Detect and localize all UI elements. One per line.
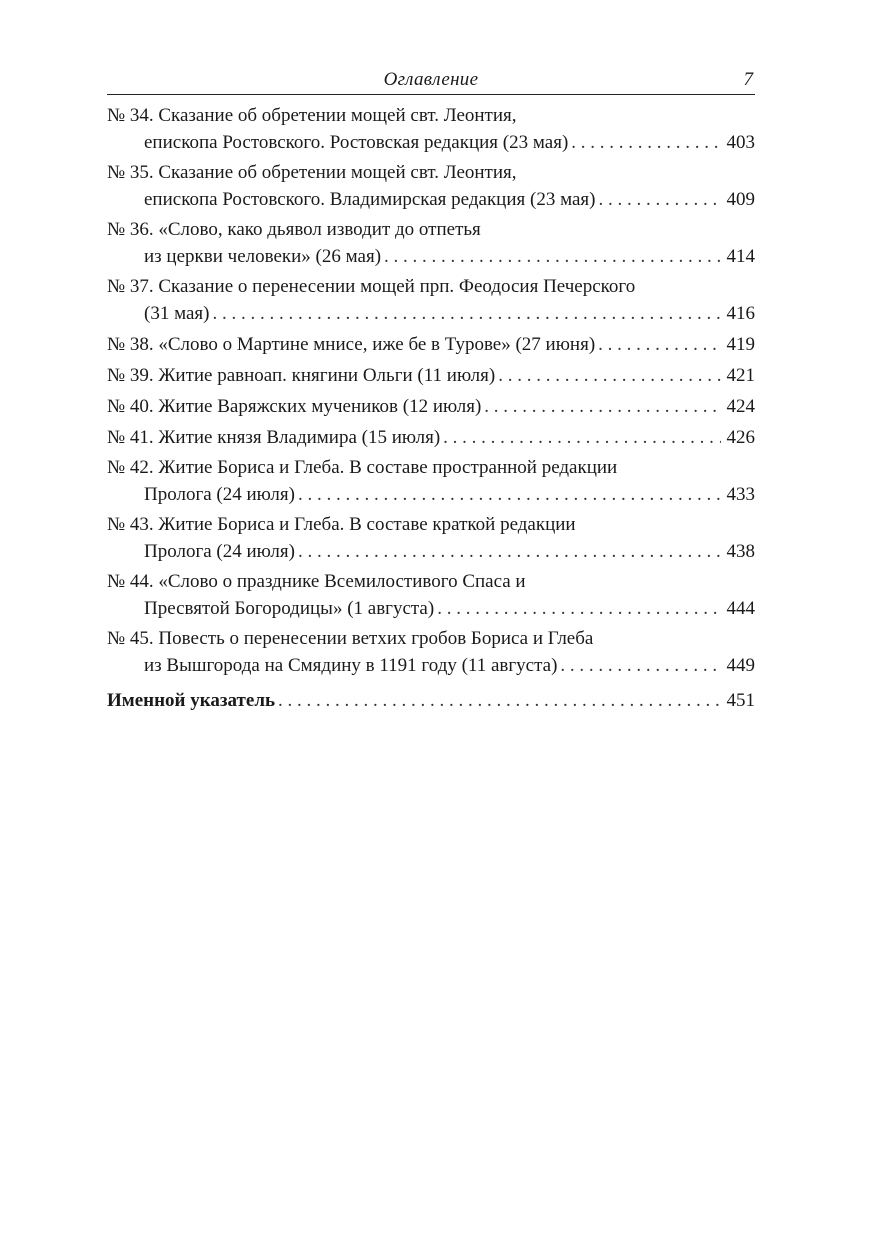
toc-entry-text: Пресвятой Богородицы» (1 августа) xyxy=(144,598,435,619)
toc-entry-title: № 42. Житие Бориса и Глеба. В составе пространной редакции xyxy=(107,457,618,478)
toc-entry-text: из Вышгорода на Смядину в 1191 году (11 августа) xyxy=(144,655,558,676)
toc-entry-title: № 44. «Слово о празднике Всемилостивого Спаса и xyxy=(107,571,526,592)
toc-entry-continuation xyxy=(107,129,755,156)
toc-entry-page: 409 xyxy=(726,189,755,210)
toc-entry-page: 419 xyxy=(726,334,755,355)
toc-entry-text: № 39. Житие равноап. княгини Ольги (11 июля) xyxy=(107,365,496,386)
dot-leader xyxy=(295,538,721,565)
toc-entry-page: 449 xyxy=(726,655,755,676)
toc-entry-text: епископа Ростовского. Ростовская редакция (23 мая) xyxy=(144,132,569,153)
toc-entry-page: 403 xyxy=(726,132,755,153)
toc-entry-page: 451 xyxy=(726,690,755,711)
dot-leader xyxy=(440,424,720,451)
toc-entry-page: 416 xyxy=(726,303,755,324)
dot-leader xyxy=(595,331,720,358)
toc-entry xyxy=(107,424,755,451)
toc-entry-text: епископа Ростовского. Владимирская редакция (23 мая) xyxy=(144,189,596,210)
toc-entry xyxy=(107,362,755,389)
dot-leader xyxy=(381,243,720,270)
toc-entry xyxy=(107,626,755,679)
toc-entry-title: № 43. Житие Бориса и Глеба. В составе краткой редакции xyxy=(107,514,576,535)
toc-entry-page: 438 xyxy=(726,541,755,562)
dot-leader xyxy=(434,595,720,622)
toc-entry-continuation xyxy=(107,186,755,213)
toc-entry-text: № 40. Житие Варяжских мучеников (12 июля) xyxy=(107,396,482,417)
dot-leader xyxy=(275,687,720,714)
toc-entry-line xyxy=(107,331,755,358)
toc-entry-title: № 35. Сказание об обретении мощей свт. Леонтия, xyxy=(107,162,517,183)
toc-entry-line xyxy=(107,687,755,714)
toc-entry-continuation xyxy=(107,538,755,565)
toc-entry xyxy=(107,455,755,508)
toc-entry-title: № 36. «Слово, како дьявол изводит до отпетья xyxy=(107,219,481,240)
toc-entry xyxy=(107,569,755,622)
toc-entry-name-index xyxy=(107,687,755,714)
toc-entry-text: (31 мая) xyxy=(144,303,210,324)
dot-leader xyxy=(557,652,720,679)
toc-entry-page: 414 xyxy=(726,246,755,267)
toc-entry xyxy=(107,217,755,270)
toc-entry-page: 424 xyxy=(726,396,755,417)
toc-entry-text: Именной указатель xyxy=(107,690,276,711)
running-header xyxy=(107,68,755,95)
table-of-contents xyxy=(107,103,755,718)
dot-leader xyxy=(295,481,721,508)
toc-entry-page: 426 xyxy=(726,427,755,448)
toc-entry-title: № 45. Повесть о перенесении ветхих гробов Бориса и Глеба xyxy=(107,628,594,649)
dot-leader xyxy=(568,129,720,156)
toc-entry xyxy=(107,103,755,156)
toc-entry-continuation xyxy=(107,243,755,270)
toc-entry-continuation xyxy=(107,652,755,679)
toc-entry-continuation xyxy=(107,481,755,508)
toc-entry-text: Пролога (24 июля) xyxy=(144,484,295,505)
toc-entry-text: № 38. «Слово о Мартине мнисе, иже бе в Турове» (27 июня) xyxy=(107,334,596,355)
toc-entry-title: № 34. Сказание об обретении мощей свт. Леонтия, xyxy=(107,105,517,126)
toc-entry-title: № 37. Сказание о перенесении мощей прп. Феодосия Печерского xyxy=(107,276,636,297)
running-title: Оглавление xyxy=(383,69,479,90)
toc-entry xyxy=(107,160,755,213)
toc-entry xyxy=(107,331,755,358)
toc-entry-page: 433 xyxy=(726,484,755,505)
toc-entry-page: 444 xyxy=(726,598,755,619)
toc-entry-line xyxy=(107,362,755,389)
dot-leader xyxy=(481,393,720,420)
toc-entry-text: Пролога (24 июля) xyxy=(144,541,295,562)
toc-entry-text: из церкви человеки» (26 мая) xyxy=(144,246,382,267)
toc-entry-text: № 41. Житие князя Владимира (15 июля) xyxy=(107,427,441,448)
dot-leader xyxy=(495,362,720,389)
page-number: 7 xyxy=(743,69,753,90)
toc-entry-line xyxy=(107,424,755,451)
toc-entry xyxy=(107,512,755,565)
toc-entry-continuation xyxy=(107,595,755,622)
dot-leader xyxy=(209,300,720,327)
toc-entry xyxy=(107,393,755,420)
toc-entry-continuation xyxy=(107,300,755,327)
dot-leader xyxy=(595,186,720,213)
toc-entry-line xyxy=(107,393,755,420)
toc-entry xyxy=(107,274,755,327)
toc-entry-page: 421 xyxy=(726,365,755,386)
